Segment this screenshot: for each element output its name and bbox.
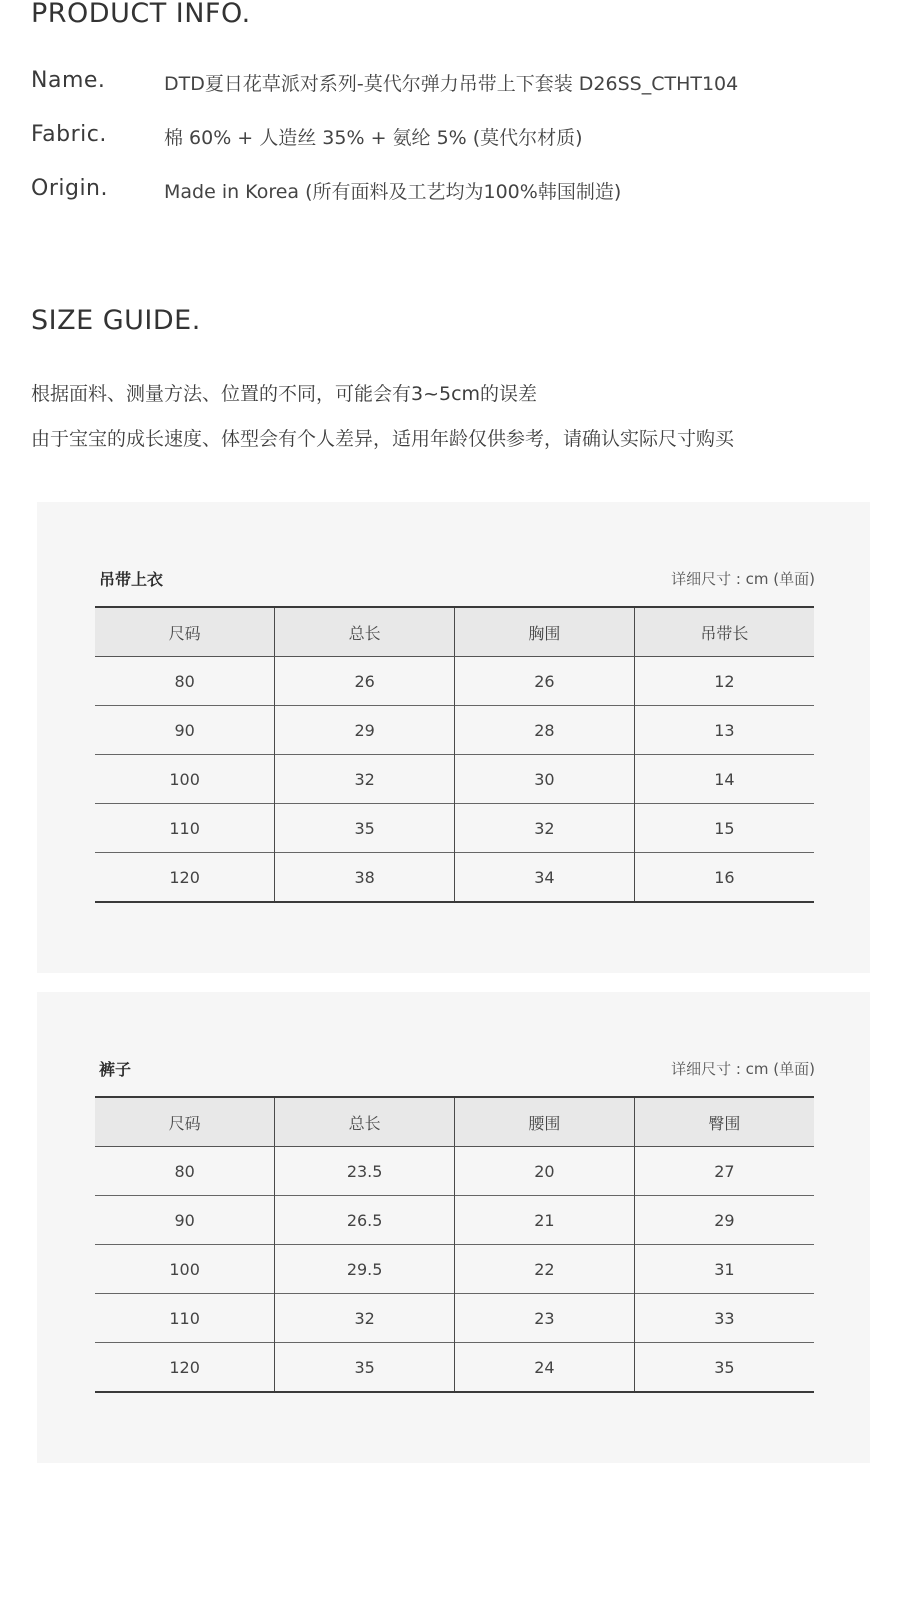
table-cell: 90 [95,706,275,755]
table-cell: 26.5 [275,1196,455,1245]
table-row [95,1343,814,1393]
column-header: 总长 [275,1097,455,1147]
column-header: 尺码 [95,1097,275,1147]
table-cell: 22 [455,1245,635,1294]
table-row [95,804,814,853]
table-row [95,853,814,903]
table-row [95,1245,814,1294]
table-title-bottom: 裤子 [99,1060,132,1079]
table-header-row [95,607,814,657]
info-row-origin [31,176,891,206]
table-cell: 32 [275,1294,455,1343]
table-cell: 14 [634,755,814,804]
table-cell: 35 [275,1343,455,1393]
table-row [95,706,814,755]
info-label-name: Name. [31,68,106,93]
table-cell: 110 [95,1294,275,1343]
table-cell: 13 [634,706,814,755]
table-cell: 27 [634,1147,814,1196]
size-panel-top [37,502,870,973]
table-cell: 20 [455,1147,635,1196]
info-label-fabric: Fabric. [31,122,107,147]
table-cell: 24 [455,1343,635,1393]
table-row [95,657,814,706]
size-table-bottom [95,1096,814,1393]
table-cell: 16 [634,853,814,903]
info-value-name: DTD夏日花草派对系列-莫代尔弹力吊带上下套装 D26SS_CTHT104 [164,73,739,95]
size-table-top [95,606,814,903]
table-cell: 29.5 [275,1245,455,1294]
table-cell: 100 [95,755,275,804]
table-cell: 32 [275,755,455,804]
table-cell: 35 [634,1343,814,1393]
info-value-fabric: 棉 60% + 人造丝 35% + 氨纶 5% (莫代尔材质) [164,127,583,149]
table-cell: 31 [634,1245,814,1294]
column-header: 总长 [275,607,455,657]
info-value-origin: Made in Korea (所有面料及工艺均为100%韩国制造) [164,181,622,203]
table-row [95,1294,814,1343]
table-cell: 38 [275,853,455,903]
size-panel-bottom [37,992,870,1463]
column-header: 吊带长 [634,607,814,657]
table-cell: 110 [95,804,275,853]
table-cell: 21 [455,1196,635,1245]
table-cell: 34 [455,853,635,903]
table-cell: 26 [275,657,455,706]
table-cell: 120 [95,853,275,903]
table-cell: 26 [455,657,635,706]
info-row-name [31,68,891,98]
table-unit-bottom: 详细尺寸 : cm (单面) [671,1060,815,1078]
table-cell: 32 [455,804,635,853]
table-cell: 33 [634,1294,814,1343]
table-header-row [95,1097,814,1147]
column-header: 腰围 [455,1097,635,1147]
table-row [95,1196,814,1245]
table-cell: 15 [634,804,814,853]
table-cell: 80 [174,671,195,691]
table-cell: 80 [174,1161,195,1181]
info-label-origin: Origin. [31,176,108,201]
product-info-title: PRODUCT INFO. [31,0,251,29]
table-cell: 120 [95,1343,275,1393]
table-cell: 90 [95,1196,275,1245]
size-note-age: 由于宝宝的成长速度、体型会有个人差异，适用年龄仅供参考，请确认实际尺寸购买 [31,428,735,450]
column-header: 胸围 [455,607,635,657]
table-cell: 100 [95,1245,275,1294]
table-cell: 35 [275,804,455,853]
table-cell: 29 [275,706,455,755]
size-guide-title: SIZE GUIDE. [31,305,201,336]
table-cell: 12 [634,657,814,706]
table-title-top: 吊带上衣 [99,570,164,589]
size-note-measurement: 根据面料、测量方法、位置的不同，可能会有3~5cm的误差 [31,383,538,405]
table-row [95,755,814,804]
table-cell: 29 [634,1196,814,1245]
info-row-fabric [31,122,891,152]
column-header: 尺码 [95,607,275,657]
table-cell: 23.5 [275,1147,455,1196]
table-row [95,1147,814,1196]
column-header: 臀围 [634,1097,814,1147]
table-cell: 23 [455,1294,635,1343]
table-cell: 30 [455,755,635,804]
table-cell: 28 [455,706,635,755]
table-unit-top: 详细尺寸 : cm (单面) [671,570,815,588]
